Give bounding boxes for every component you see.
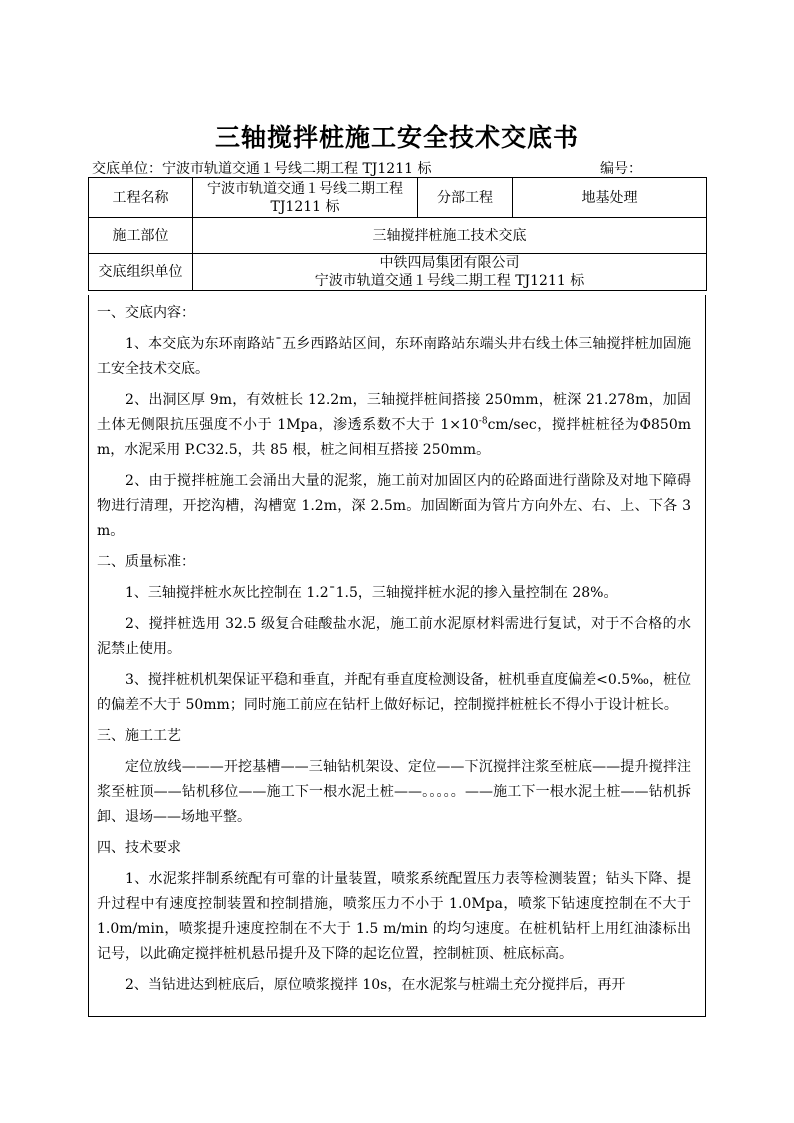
project-name-label: 工程名称: [89, 178, 193, 218]
disclosure-content: [88, 295, 706, 1017]
org-unit-value: [193, 254, 707, 291]
construction-part-value: 三轴搅拌桩施工技术交底: [193, 218, 707, 254]
construction-part-label: 施工部位: [89, 218, 193, 254]
section-heading: 三、施工工艺: [97, 728, 181, 744]
org-unit-line1: 中铁四局集团有限公司: [379, 255, 520, 271]
paragraph: 2、搅拌桩选用 32.5 级复合硅酸盐水泥，施工前水泥原材料需进行复试，对于不合格的水泥禁止使用。: [97, 616, 691, 657]
document-number: 编号：: [600, 161, 642, 177]
disclosure-unit: 交底单位：宁波市轨道交通１号线二期工程 TJ1211 标: [92, 161, 432, 177]
table-row: [89, 218, 707, 254]
paragraph: 2、当钻进达到桩底后，原位喷浆搅拌 10s，在水泥浆与桩端土充分搅拌后，再开: [125, 977, 626, 993]
org-unit-line2: 宁波市轨道交通１号线二期工程 TJ1211 标: [314, 273, 585, 289]
info-table: [88, 177, 707, 291]
paragraph-text: cm/sec，搅拌桩桩径为Φ850mm，水泥采用 P.C32.5，共 85 根，桩之间相互搭接 250mm。: [97, 417, 692, 458]
document-title: 三轴搅拌桩施工安全技术交底书: [214, 123, 579, 152]
table-row: [89, 254, 707, 291]
org-unit-label: 交底组织单位: [89, 254, 193, 291]
sub-project-value: 地基处理: [513, 178, 707, 218]
paragraph: 1、水泥浆拌制系统配有可靠的计量装置，喷浆系统配置压力表等检测装置；钻头下降、提升过程中有速度控制装置和控制措施，喷浆压力不小于 1.0Mpa，喷浆下钻速度控制在不大于 1.0m/min，喷浆提升速度控制在不大于 1.5 m/min 的均匀速度。在桩机钻杆上用红油漆标出记号，以此确定搅拌桩机悬吊提升及下降的起讫位置，控制桩顶、桩底标高。: [97, 871, 691, 962]
paragraph: [89, 388, 705, 463]
paragraph: 1、本交底为东环南路站¯五乡西路站区间，东环南路站东端头井右线土体三轴搅拌桩加固施工安全技术交底。: [97, 336, 691, 377]
paragraph: 2、由于搅拌桩施工会涌出大量的泥浆，施工前对加固区内的砼路面进行凿除及对地下障碍物进行清理，开挖沟槽，沟槽宽 1.2m，深 2.5m。加固断面为管片方向外左、右、上、下各 3m。: [97, 473, 691, 539]
project-name-value: 宁波市轨道交通１号线二期工程 TJ1211 标: [193, 178, 418, 218]
paragraph-text: 2、出洞区厚 9m，有效桩长 12.2m，三轴搅拌桩间搭接 250mm，桩深 21.278m，加固土体无侧限抗压强度不小于 1Mpa，渗透系数不大于 1×10: [97, 392, 691, 433]
paragraph: 定位放线———开挖基槽——三轴钻机架设、定位——下沉搅拌注浆至桩底——提升搅拌注浆至桩顶——钻机移位——施工下一根水泥土桩——。。。。。——施工下一根水泥土桩——钻机拆卸、退场——场地平整。: [97, 759, 691, 825]
section-heading: 一、交底内容：: [97, 305, 195, 321]
section-heading: 四、技术要求: [97, 840, 181, 856]
sub-project-label: 分部工程: [418, 178, 513, 218]
section-heading: 二、质量标准：: [97, 554, 195, 570]
paragraph: 1、三轴搅拌桩水灰比控制在 1.2¯1.5，三轴搅拌桩水泥的掺入量控制在 28%。: [125, 585, 618, 601]
table-row: [89, 178, 707, 218]
exponent: -8: [478, 416, 488, 427]
paragraph: 3、搅拌桩机机架保证平稳和垂直，并配有垂直度检测设备，桩机垂直度偏差<0.5‰，桩位的偏差不大于 50mm；同时施工前应在钻杆上做好标记，控制搅拌桩桩长不得小于设计桩长。: [97, 672, 691, 713]
